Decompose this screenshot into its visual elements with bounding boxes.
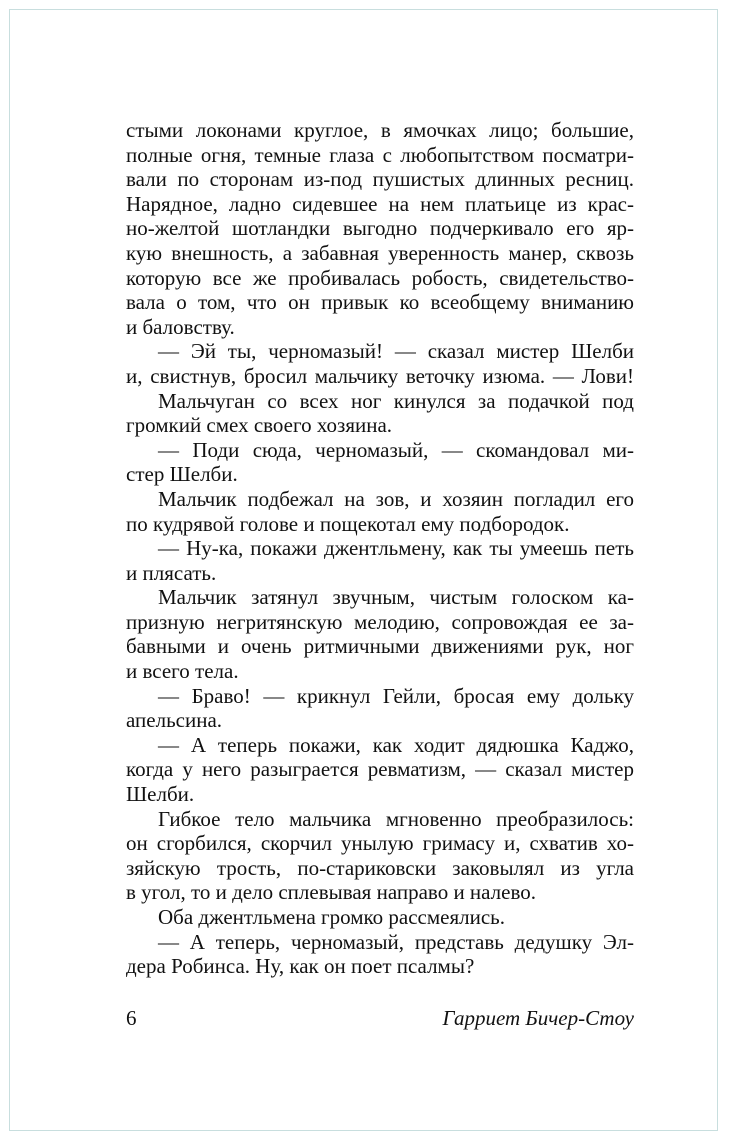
text-line: стыми локонами круглое, в ямочках лицо; большие,: [126, 118, 634, 142]
text-line: бавными и очень ритмичными движениями рук, ног: [126, 634, 634, 659]
text-line: полные огня, темные глаза с любопытством посматри-: [126, 142, 634, 167]
text-line: Мальчуган со всех ног кинулся за подачкой под: [158, 388, 634, 413]
text-line: — А теперь, черномазый, представь дедушку Эл-: [158, 929, 634, 954]
text-line: он сгорбился, скорчил унылую гримасу и, схватив хо-: [126, 831, 634, 856]
text-line: стер Шелби.: [126, 462, 238, 487]
running-author: Гарриет Бичер-Стоу: [442, 1006, 634, 1030]
text-line: но-желтой шотландки выгодно подчеркивало его яр-: [126, 216, 634, 241]
text-line: Мальчик затянул звучным, чистым голоском ка-: [158, 585, 634, 610]
page-number: 6: [126, 1006, 137, 1030]
text-line: — Ну-ка, покажи джентльмену, как ты умеешь петь: [158, 536, 634, 561]
text-line: вала о том, что он привык ко всеобщему вниманию: [126, 290, 634, 315]
text-line: дера Робинса. Ну, как он поет псалмы?: [126, 954, 475, 979]
text-line: Шелби.: [126, 782, 195, 807]
text-line: вали по сторонам из-под пушистых длинных ресниц.: [126, 167, 634, 192]
text-line: в угол, то и дело сплевывая направо и налево.: [126, 880, 537, 905]
text-line: которую все же пробивалась робость, свидетельство-: [126, 265, 634, 290]
text-line: кую внешность, а забавная уверенность манер, сквозь: [126, 240, 634, 265]
text-line: апельсина.: [126, 708, 223, 733]
text-line: Оба джентльмена громко рассмеялись.: [158, 905, 506, 929]
text-line: и всего тела.: [126, 659, 239, 684]
text-line: — Браво! — крикнул Гейли, бросая ему дольку: [158, 683, 634, 708]
text-line: Гибкое тело мальчика мгновенно преобразилось:: [158, 806, 634, 831]
text-line: — Поди сюда, черномазый, — скомандовал ми-: [158, 437, 634, 462]
text-line: зяйскую трость, по-стариковски заковылял из угла: [126, 855, 634, 880]
text-line: и, свистнув, бросил мальчику веточку изюма. — Лови!: [126, 363, 634, 388]
text-line: — Эй ты, черномазый! — сказал мистер Шелби: [158, 339, 634, 364]
page-footer: [126, 1006, 634, 1031]
text-line: — А теперь покажи, как ходит дядюшка Каджо,: [158, 732, 634, 757]
text-line: и плясать.: [126, 560, 217, 585]
text-line: и баловству.: [126, 314, 235, 339]
body-text: [126, 118, 634, 979]
text-line: Нарядное, ладно сидевшее на нем платьице из крас-: [126, 191, 634, 216]
text-line: призную негритянскую мелодию, сопровождая ее за-: [126, 609, 634, 634]
text-line: по кудрявой голове и пощекотал ему подбородок.: [126, 511, 570, 536]
text-line: Мальчик подбежал на зов, и хозяин погладил его: [158, 486, 634, 511]
text-line: громкий смех своего хозяина.: [126, 413, 393, 438]
text-line: когда у него разыграется ревматизм, — сказал мистер: [126, 757, 634, 782]
